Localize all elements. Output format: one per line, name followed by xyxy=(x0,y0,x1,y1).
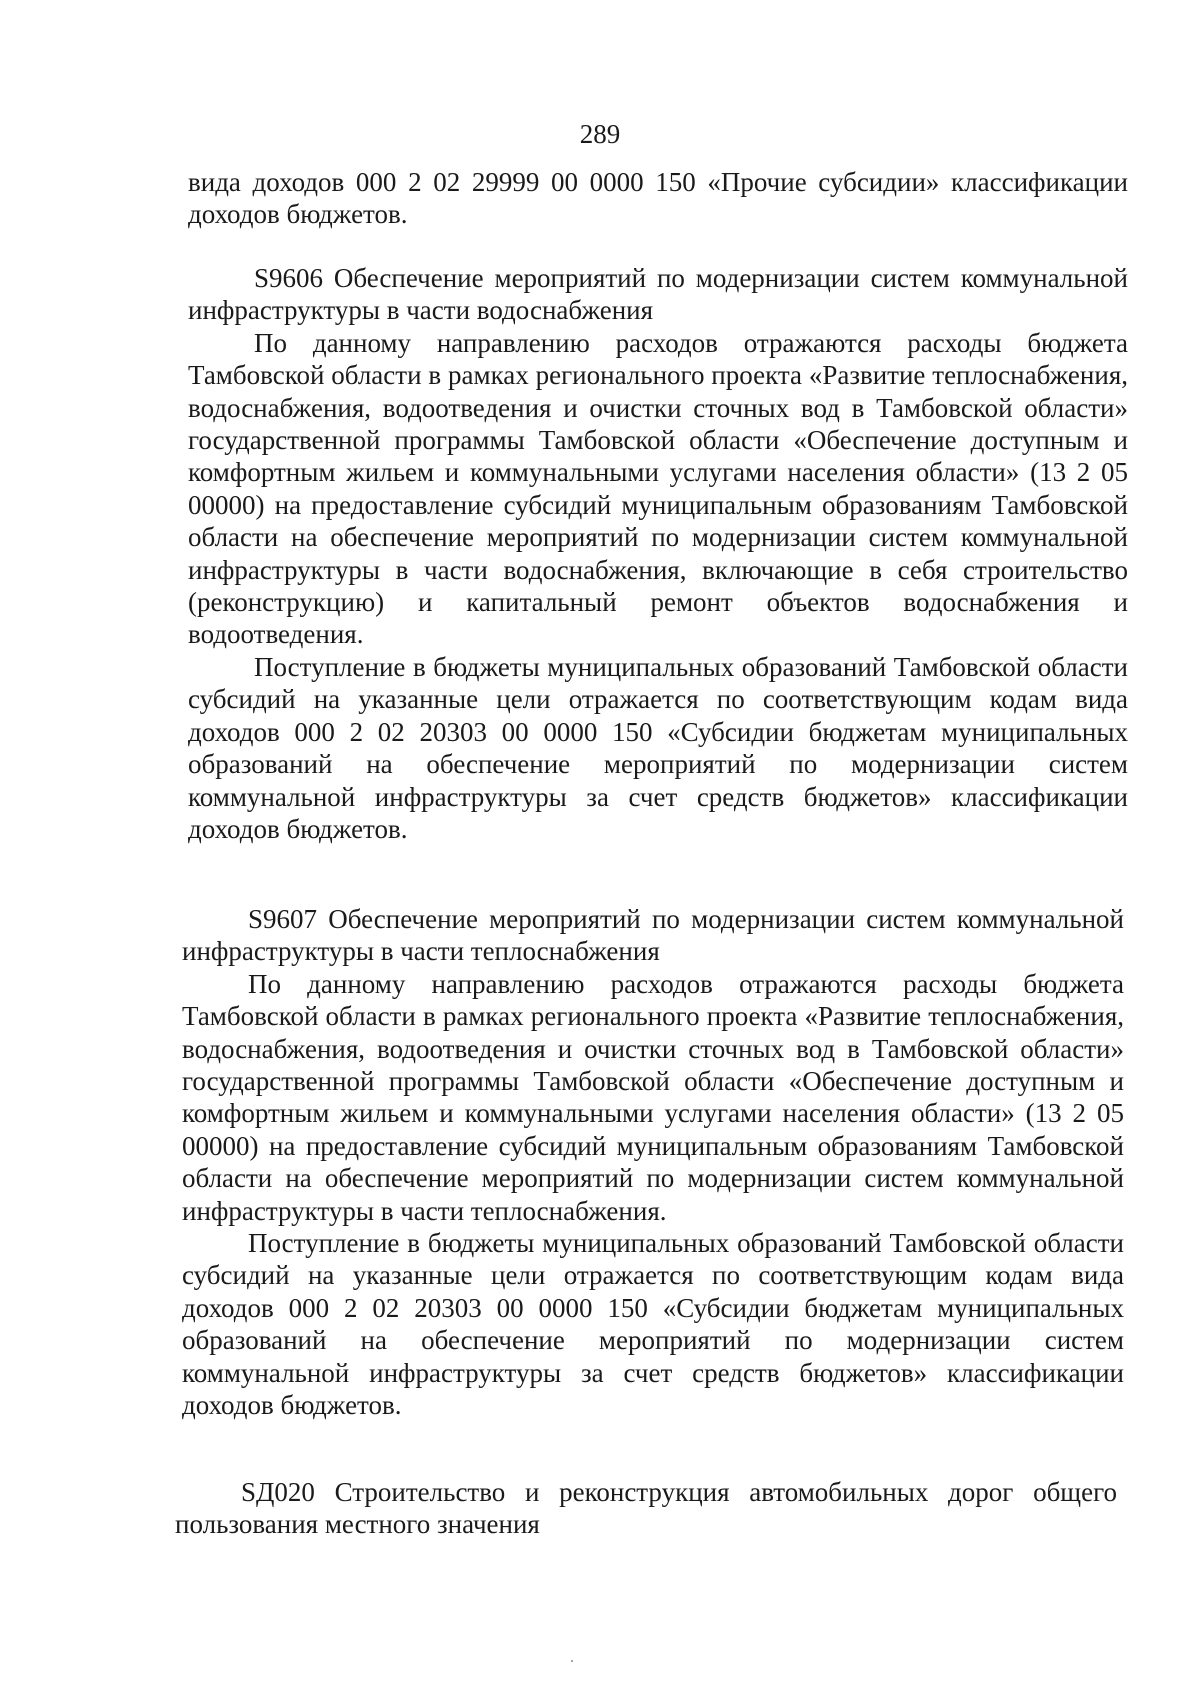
section-heading: S9606 Обеспечение мероприятий по модернизации систем коммунальной инфраструктуры в части водоснабжения xyxy=(188,263,1128,326)
section-s9607 xyxy=(182,903,1124,1422)
section-heading: SД020 Строительство и реконструкция автомобильных дорог общего пользования местного значения xyxy=(175,1477,1117,1540)
section-s9606 xyxy=(188,262,1128,845)
section-paragraph: По данному направлению расходов отражаются расходы бюджета Тамбовской области в рамках регионального проекта «Развитие теплоснабжения, водоснабжения, водоотведения и очистки сточных вод в Тамбовской области» государственной программы Тамбовской области «Обеспечение доступным и комфортным жильем и коммунальными услугами населения области» (13 2 05 00000) на предоставление субсидий муниципальным образованиям Тамбовской области на обеспечение мероприятий по модернизации систем коммунальной инфраструктуры в части водоснабжения, включающие в себя строительство (реконструкцию) и капитальный ремонт объектов водоснабжения и водоотведения. xyxy=(188,327,1128,650)
section-heading: S9607 Обеспечение мероприятий по модернизации систем коммунальной инфраструктуры в части теплоснабжения xyxy=(182,904,1124,967)
section-paragraph: Поступление в бюджеты муниципальных образований Тамбовской области субсидий на указанные цели отражается по соответствующим кодам вида доходов 000 2 02 20303 00 0000 150 «Субсидии бюджетам муниципальных образований на обеспечение мероприятий по модернизации систем коммунальной инфраструктуры за счет средств бюджетов» классификации доходов бюджетов. xyxy=(188,651,1128,844)
section-paragraph: По данному направлению расходов отражаются расходы бюджета Тамбовской области в рамках регионального проекта «Развитие теплоснабжения, водоснабжения, водоотведения и очистки сточных вод в Тамбовской области» государственной программы Тамбовской области «Обеспечение доступным и комфортным жильем и коммунальными услугами населения области» (13 2 05 00000) на предоставление субсидий муниципальным образованиям Тамбовской области на обеспечение мероприятий по модернизации систем коммунальной инфраструктуры в части теплоснабжения. xyxy=(182,968,1124,1226)
section-sd020 xyxy=(175,1476,1117,1541)
page-number: 289 xyxy=(579,119,621,149)
intro-block xyxy=(188,166,1128,231)
scan-speck xyxy=(571,1660,573,1662)
intro-paragraph: вида доходов 000 2 02 29999 00 0000 150 «Прочие субсидии» классификации доходов бюджетов. xyxy=(188,167,1128,230)
section-paragraph: Поступление в бюджеты муниципальных образований Тамбовской области субсидий на указанные цели отражается по соответствующим кодам вида доходов 000 2 02 20303 00 0000 150 «Субсидии бюджетам муниципальных образований на обеспечение мероприятий по модернизации систем коммунальной инфраструктуры за счет средств бюджетов» классификации доходов бюджетов. xyxy=(182,1228,1124,1421)
